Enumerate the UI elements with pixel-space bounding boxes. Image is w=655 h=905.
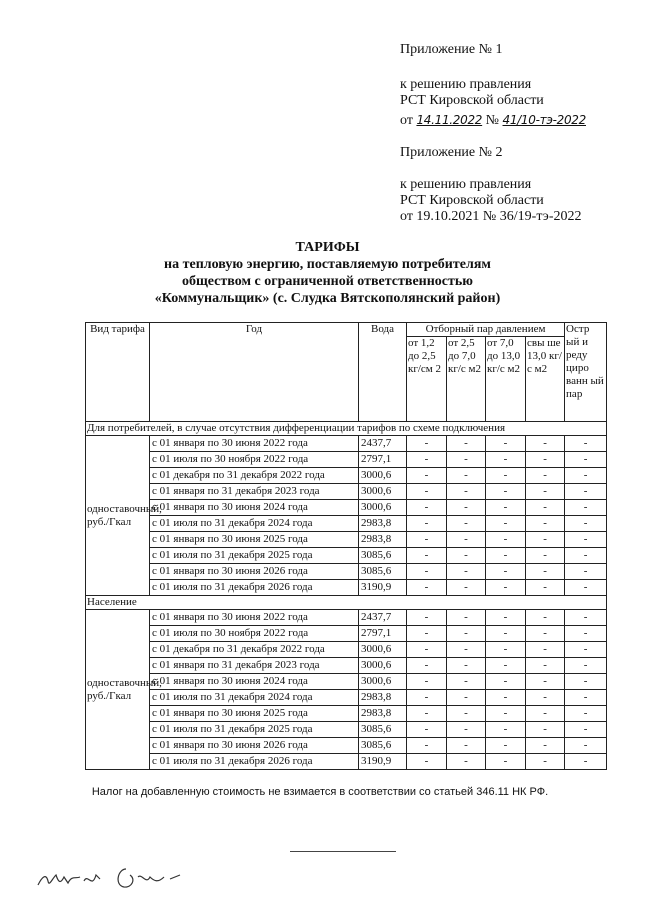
empty-tariff-cell: - <box>526 452 565 468</box>
empty-tariff-cell: - <box>407 626 447 642</box>
water-tariff-cell: 3190,9 <box>359 754 407 770</box>
empty-tariff-cell: - <box>526 468 565 484</box>
water-tariff-cell: 3000,6 <box>359 674 407 690</box>
water-tariff-cell: 2797,1 <box>359 626 407 642</box>
period-cell: с 01 января по 30 июня 2025 года <box>150 532 359 548</box>
appendix2-line3: от 19.10.2021 № 36/19-тэ-2022 <box>400 209 582 224</box>
empty-tariff-cell: - <box>486 468 526 484</box>
table-row <box>86 642 607 658</box>
empty-tariff-cell: - <box>486 580 526 596</box>
empty-tariff-cell: - <box>526 658 565 674</box>
empty-tariff-cell: - <box>447 754 486 770</box>
table-row <box>86 580 607 596</box>
empty-tariff-cell: - <box>447 548 486 564</box>
empty-tariff-cell: - <box>565 564 607 580</box>
tariff-table-body <box>86 323 607 770</box>
empty-tariff-cell: - <box>526 580 565 596</box>
empty-tariff-cell: - <box>447 626 486 642</box>
empty-tariff-cell: - <box>526 626 565 642</box>
period-cell: с 01 июля по 31 декабря 2026 года <box>150 580 359 596</box>
empty-tariff-cell: - <box>486 722 526 738</box>
empty-tariff-cell: - <box>407 532 447 548</box>
appendix2-line2: РСТ Кировской области <box>400 193 544 208</box>
table-row <box>86 436 607 452</box>
empty-tariff-cell: - <box>407 658 447 674</box>
empty-tariff-cell: - <box>447 564 486 580</box>
empty-tariff-cell: - <box>526 642 565 658</box>
empty-tariff-cell: - <box>526 722 565 738</box>
empty-tariff-cell: - <box>486 500 526 516</box>
signature-image <box>30 855 210 895</box>
water-tariff-cell: 3000,6 <box>359 642 407 658</box>
period-cell: с 01 января по 30 июня 2026 года <box>150 564 359 580</box>
header-vid: Вид тарифа <box>86 323 150 422</box>
empty-tariff-cell: - <box>447 674 486 690</box>
period-cell: с 01 июля по 30 ноября 2022 года <box>150 626 359 642</box>
empty-tariff-cell: - <box>565 706 607 722</box>
period-cell: с 01 декабря по 31 декабря 2022 года <box>150 468 359 484</box>
number-label: № <box>485 113 500 128</box>
empty-tariff-cell: - <box>447 610 486 626</box>
empty-tariff-cell: - <box>526 690 565 706</box>
table-row <box>86 610 607 626</box>
empty-tariff-cell: - <box>486 738 526 754</box>
empty-tariff-cell: - <box>486 452 526 468</box>
empty-tariff-cell: - <box>407 754 447 770</box>
empty-tariff-cell: - <box>447 690 486 706</box>
tariff-table <box>85 322 607 770</box>
header-god: Год <box>150 323 359 422</box>
empty-tariff-cell: - <box>447 642 486 658</box>
period-cell: с 01 января по 30 июня 2022 года <box>150 610 359 626</box>
empty-tariff-cell: - <box>565 484 607 500</box>
empty-tariff-cell: - <box>526 548 565 564</box>
water-tariff-cell: 3085,6 <box>359 722 407 738</box>
empty-tariff-cell: - <box>565 548 607 564</box>
header-p3: от 7,0 до 13,0 кг/с м2 <box>486 337 526 422</box>
table-row <box>86 452 607 468</box>
title-line2: на тепловую энергию, поставляемую потребителям <box>164 257 491 272</box>
period-cell: с 01 июля по 31 декабря 2026 года <box>150 754 359 770</box>
empty-tariff-cell: - <box>526 532 565 548</box>
empty-tariff-cell: - <box>565 452 607 468</box>
empty-tariff-cell: - <box>407 722 447 738</box>
empty-tariff-cell: - <box>407 580 447 596</box>
water-tariff-cell: 3000,6 <box>359 484 407 500</box>
appendix1-line2: РСТ Кировской области <box>400 93 544 108</box>
empty-tariff-cell: - <box>486 658 526 674</box>
water-tariff-cell: 2983,8 <box>359 706 407 722</box>
header-p1: от 1,2 до 2,5 кг/см 2 <box>407 337 447 422</box>
decision-number: 41/10-тэ-2022 <box>502 113 586 127</box>
water-tariff-cell: 3000,6 <box>359 468 407 484</box>
signature-line <box>290 851 396 852</box>
table-row <box>86 674 607 690</box>
empty-tariff-cell: - <box>565 626 607 642</box>
empty-tariff-cell: - <box>565 754 607 770</box>
period-cell: с 01 января по 30 июня 2024 года <box>150 500 359 516</box>
empty-tariff-cell: - <box>407 500 447 516</box>
section-title: Для потребителей, в случае отсутствия дифференциации тарифов по схеме подключения <box>86 422 607 436</box>
empty-tariff-cell: - <box>565 674 607 690</box>
table-row <box>86 468 607 484</box>
table-row <box>86 516 607 532</box>
empty-tariff-cell: - <box>526 674 565 690</box>
empty-tariff-cell: - <box>447 722 486 738</box>
table-row <box>86 738 607 754</box>
header-p2: от 2,5 до 7,0 кг/с м2 <box>447 337 486 422</box>
water-tariff-cell: 3085,6 <box>359 738 407 754</box>
water-tariff-cell: 3085,6 <box>359 548 407 564</box>
empty-tariff-cell: - <box>565 500 607 516</box>
title-line4: «Коммунальщик» (с. Слудка Вятскополянский район) <box>154 291 501 306</box>
vat-note: Налог на добавленную стоимость не взимается в соответствии со статьей 346.11 НК РФ. <box>91 786 549 798</box>
header-ostr: Остр ый и реду циро ванн ый пар <box>565 323 607 422</box>
table-row <box>86 500 607 516</box>
empty-tariff-cell: - <box>565 468 607 484</box>
empty-tariff-cell: - <box>407 516 447 532</box>
period-cell: с 01 января по 30 июня 2022 года <box>150 436 359 452</box>
empty-tariff-cell: - <box>565 642 607 658</box>
header-voda: Вода <box>359 323 407 422</box>
appendix1-line1: к решению правления <box>400 77 532 92</box>
period-cell: с 01 декабря по 31 декабря 2022 года <box>150 642 359 658</box>
empty-tariff-cell: - <box>486 626 526 642</box>
period-cell: с 01 июля по 30 ноября 2022 года <box>150 452 359 468</box>
empty-tariff-cell: - <box>407 738 447 754</box>
empty-tariff-cell: - <box>407 690 447 706</box>
section-title-row <box>86 596 607 610</box>
period-cell: с 01 июля по 31 декабря 2025 года <box>150 722 359 738</box>
empty-tariff-cell: - <box>447 580 486 596</box>
period-cell: с 01 января по 30 июня 2024 года <box>150 674 359 690</box>
empty-tariff-cell: - <box>407 468 447 484</box>
water-tariff-cell: 3190,9 <box>359 580 407 596</box>
tariff-type: одноставочный, руб./Гкал <box>86 610 150 770</box>
empty-tariff-cell: - <box>526 754 565 770</box>
empty-tariff-cell: - <box>565 516 607 532</box>
empty-tariff-cell: - <box>447 452 486 468</box>
table-row <box>86 706 607 722</box>
empty-tariff-cell: - <box>447 658 486 674</box>
empty-tariff-cell: - <box>486 642 526 658</box>
empty-tariff-cell: - <box>486 484 526 500</box>
empty-tariff-cell: - <box>447 738 486 754</box>
appendix1-title: Приложение № 1 <box>400 42 503 57</box>
empty-tariff-cell: - <box>407 610 447 626</box>
empty-tariff-cell: - <box>486 706 526 722</box>
period-cell: с 01 января по 31 декабря 2023 года <box>150 658 359 674</box>
water-tariff-cell: 2437,7 <box>359 436 407 452</box>
water-tariff-cell: 3000,6 <box>359 500 407 516</box>
empty-tariff-cell: - <box>486 674 526 690</box>
empty-tariff-cell: - <box>526 484 565 500</box>
section-title-row <box>86 422 607 436</box>
empty-tariff-cell: - <box>486 548 526 564</box>
empty-tariff-cell: - <box>526 564 565 580</box>
table-row <box>86 484 607 500</box>
water-tariff-cell: 3085,6 <box>359 564 407 580</box>
header-steam-group: Отборный пар давлением <box>407 323 565 337</box>
empty-tariff-cell: - <box>565 610 607 626</box>
empty-tariff-cell: - <box>486 436 526 452</box>
decision-date: 14.11.2022 <box>416 113 483 127</box>
empty-tariff-cell: - <box>526 516 565 532</box>
water-tariff-cell: 2437,7 <box>359 610 407 626</box>
water-tariff-cell: 2797,1 <box>359 452 407 468</box>
empty-tariff-cell: - <box>407 436 447 452</box>
table-row <box>86 690 607 706</box>
header-p4: свы ше 13,0 кг/с м2 <box>526 337 565 422</box>
empty-tariff-cell: - <box>486 564 526 580</box>
empty-tariff-cell: - <box>407 564 447 580</box>
empty-tariff-cell: - <box>407 642 447 658</box>
table-row <box>86 564 607 580</box>
period-cell: с 01 января по 30 июня 2025 года <box>150 706 359 722</box>
table-row <box>86 626 607 642</box>
water-tariff-cell: 3000,6 <box>359 658 407 674</box>
empty-tariff-cell: - <box>565 580 607 596</box>
empty-tariff-cell: - <box>447 436 486 452</box>
empty-tariff-cell: - <box>565 722 607 738</box>
empty-tariff-cell: - <box>407 674 447 690</box>
water-tariff-cell: 2983,8 <box>359 690 407 706</box>
table-row <box>86 548 607 564</box>
empty-tariff-cell: - <box>526 706 565 722</box>
empty-tariff-cell: - <box>565 436 607 452</box>
table-row <box>86 754 607 770</box>
appendix2-title: Приложение № 2 <box>400 145 503 160</box>
empty-tariff-cell: - <box>526 610 565 626</box>
tariff-type: одноставочный, руб./Гкал <box>86 436 150 596</box>
document-title: ТАРИФЫ <box>295 240 360 255</box>
empty-tariff-cell: - <box>526 436 565 452</box>
table-row <box>86 722 607 738</box>
empty-tariff-cell: - <box>447 706 486 722</box>
period-cell: с 01 января по 30 июня 2026 года <box>150 738 359 754</box>
period-cell: с 01 июля по 31 декабря 2024 года <box>150 516 359 532</box>
water-tariff-cell: 2983,8 <box>359 516 407 532</box>
empty-tariff-cell: - <box>447 532 486 548</box>
empty-tariff-cell: - <box>565 658 607 674</box>
table-row <box>86 658 607 674</box>
empty-tariff-cell: - <box>486 532 526 548</box>
period-cell: с 01 июля по 31 декабря 2024 года <box>150 690 359 706</box>
empty-tariff-cell: - <box>407 548 447 564</box>
empty-tariff-cell: - <box>407 452 447 468</box>
empty-tariff-cell: - <box>447 500 486 516</box>
period-cell: с 01 января по 31 декабря 2023 года <box>150 484 359 500</box>
table-row <box>86 532 607 548</box>
empty-tariff-cell: - <box>447 516 486 532</box>
empty-tariff-cell: - <box>486 690 526 706</box>
empty-tariff-cell: - <box>486 610 526 626</box>
appendix1-decision-line <box>400 112 586 129</box>
title-line3: обществом с ограниченной ответственностью <box>181 274 474 289</box>
appendix2-line1: к решению правления <box>400 177 532 192</box>
empty-tariff-cell: - <box>526 738 565 754</box>
empty-tariff-cell: - <box>486 516 526 532</box>
empty-tariff-cell: - <box>447 484 486 500</box>
empty-tariff-cell: - <box>565 738 607 754</box>
empty-tariff-cell: - <box>407 484 447 500</box>
period-cell: с 01 июля по 31 декабря 2025 года <box>150 548 359 564</box>
from-label: от <box>400 113 413 128</box>
empty-tariff-cell: - <box>447 468 486 484</box>
empty-tariff-cell: - <box>526 500 565 516</box>
water-tariff-cell: 2983,8 <box>359 532 407 548</box>
empty-tariff-cell: - <box>565 532 607 548</box>
empty-tariff-cell: - <box>486 754 526 770</box>
empty-tariff-cell: - <box>565 690 607 706</box>
empty-tariff-cell: - <box>407 706 447 722</box>
section-title: Население <box>86 596 607 610</box>
